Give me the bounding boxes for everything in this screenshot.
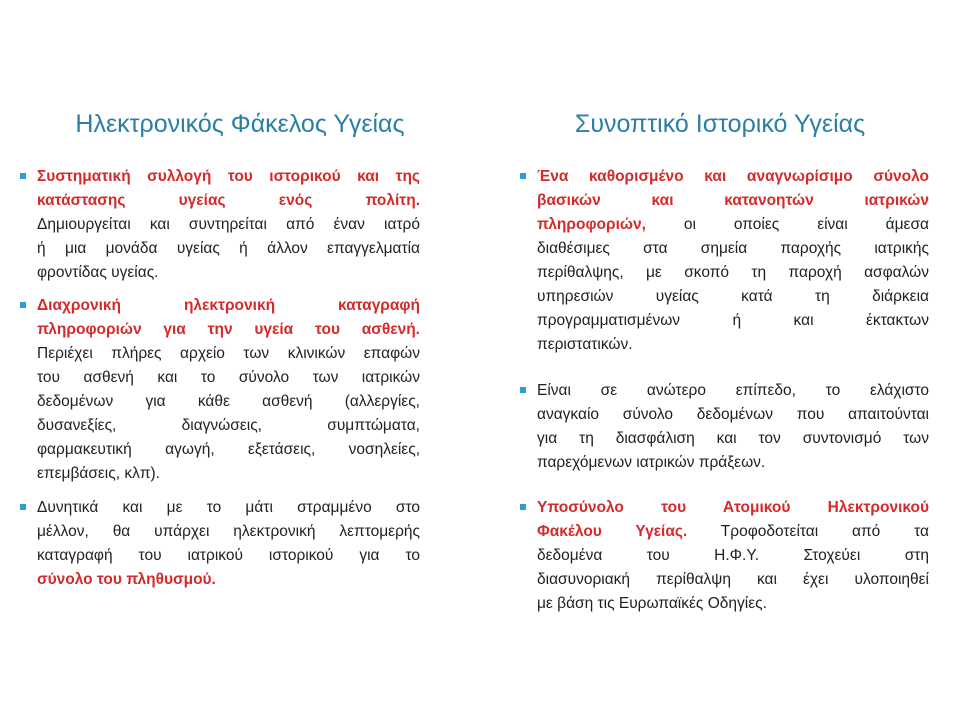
text-line [37,342,420,366]
text-line [537,213,929,237]
highlight-text: πληροφοριών, [537,216,646,233]
text-line [37,165,420,189]
bullet-text [537,496,929,616]
text-line [37,390,420,414]
body-text: Τροφοδοτείται από τα [687,523,930,540]
text-line [37,189,420,213]
left-column-title: Ηλεκτρονικός Φάκελος Υγείας [75,110,405,138]
square-bullet-icon [20,302,26,308]
bullet-text [537,379,929,475]
text-line [37,237,420,261]
body-text: περίθαλψης, με σκοπό τη παροχή ασφαλών [537,264,929,281]
bullet-text [37,294,420,486]
body-text: ή μια μονάδα υγείας ή άλλον επαγγελματία [37,240,420,257]
text-line [537,520,929,544]
text-line [37,520,420,544]
text-line [37,261,420,285]
highlight-text: Φακέλου Υγείας. [537,523,688,540]
square-bullet-icon [20,173,26,179]
highlight-text: πληροφοριών για την υγεία του ασθενή. [37,321,420,338]
body-text: Δημιουργείται και συντηρείται από έναν ιατρό [37,216,420,233]
text-line [537,237,929,261]
text-line [37,366,420,390]
right-column-title: Συνοπτικό Ιστορικό Υγείας [574,110,866,138]
body-text: με βάση τις Ευρωπαϊκές Οδηγίες. [537,595,767,612]
text-line [537,333,929,357]
body-text: δεδομένα του Η.Φ.Υ. Στοχεύει στη [537,547,929,564]
text-line [37,294,420,318]
body-text: καταγραφή του ιατρικού ιστορικού για το [37,547,420,564]
body-text: περιστατικών. [537,336,633,353]
text-line [537,592,929,616]
bullet-text [37,165,420,285]
text-line [37,414,420,438]
text-line [537,379,929,403]
square-bullet-icon [520,387,526,393]
body-text: Περιέχει πλήρες αρχείο των κλινικών επαφών [37,345,420,362]
highlight-text: Ένα καθορισμένο και αναγνωρίσιμο σύνολο [537,168,929,185]
body-text: παρεχόμενων ιατρικών πράξεων. [537,454,766,471]
body-text: δεδομένων για κάθε ασθενή (αλλεργίες, [37,393,420,410]
body-text: μέλλον, θα υπάρχει ηλεκτρονική λεπτομερής [37,523,420,540]
highlight-text: βασικών και κατανοητών ιατρικών [537,192,929,209]
square-bullet-icon [20,504,26,510]
body-text: οι οποίες είναι άμεσα [645,216,929,233]
text-line [37,496,420,520]
text-line [537,309,929,333]
text-line [537,261,929,285]
text-line [537,403,929,427]
highlight-text: Διαχρονική ηλεκτρονική καταγραφή [37,297,420,314]
body-text: προγραμματισμένων ή και έκτακτων [537,312,929,329]
text-line [37,568,420,592]
body-text: αναγκαίο σύνολο δεδομένων που απαιτούνται [537,406,929,423]
bullet-text [37,496,420,592]
text-line [537,568,929,592]
text-line [537,451,929,475]
highlight-text: Συστηματική συλλογή του ιστορικού και της [37,168,420,185]
bullet-text [537,165,929,357]
text-line [37,544,420,568]
body-text: του ασθενή και το σύνολο των ιατρικών [37,369,420,386]
highlight-text: σύνολο του πληθυσμού. [37,571,216,588]
body-text: υπηρεσιών υγείας κατά τη διάρκεια [537,288,929,305]
body-text: επεμβάσεις, κλπ). [37,465,160,482]
body-text: διασυνοριακή περίθαλψη και έχει υλοποιηθεί [537,571,929,588]
text-line [537,544,929,568]
text-line [37,438,420,462]
text-line [537,189,929,213]
body-text: για τη διασφάλιση και τον συντονισμό των [537,430,929,447]
highlight-text: Υποσύνολο του Ατομικού Ηλεκτρονικού [537,499,929,516]
square-bullet-icon [520,173,526,179]
body-text: δυσανεξίες, διαγνώσεις, συμπτώματα, [37,417,420,434]
text-line [37,318,420,342]
body-text: Είναι σε ανώτερο επίπεδο, το ελάχιστο [537,382,929,399]
text-line [537,427,929,451]
body-text: φροντίδας υγείας. [37,264,159,281]
body-text: Δυνητικά και με το μάτι στραμμένο στο [37,499,420,516]
highlight-text: κατάστασης υγείας ενός πολίτη. [37,192,420,209]
text-line [37,462,420,486]
body-text: φαρμακευτική αγωγή, εξετάσεις, νοσηλείες, [37,441,420,458]
square-bullet-icon [520,504,526,510]
text-line [537,285,929,309]
text-line [537,165,929,189]
body-text: διαθέσιμες στα σημεία παροχής ιατρικής [537,240,929,257]
text-line [537,496,929,520]
text-line [37,213,420,237]
